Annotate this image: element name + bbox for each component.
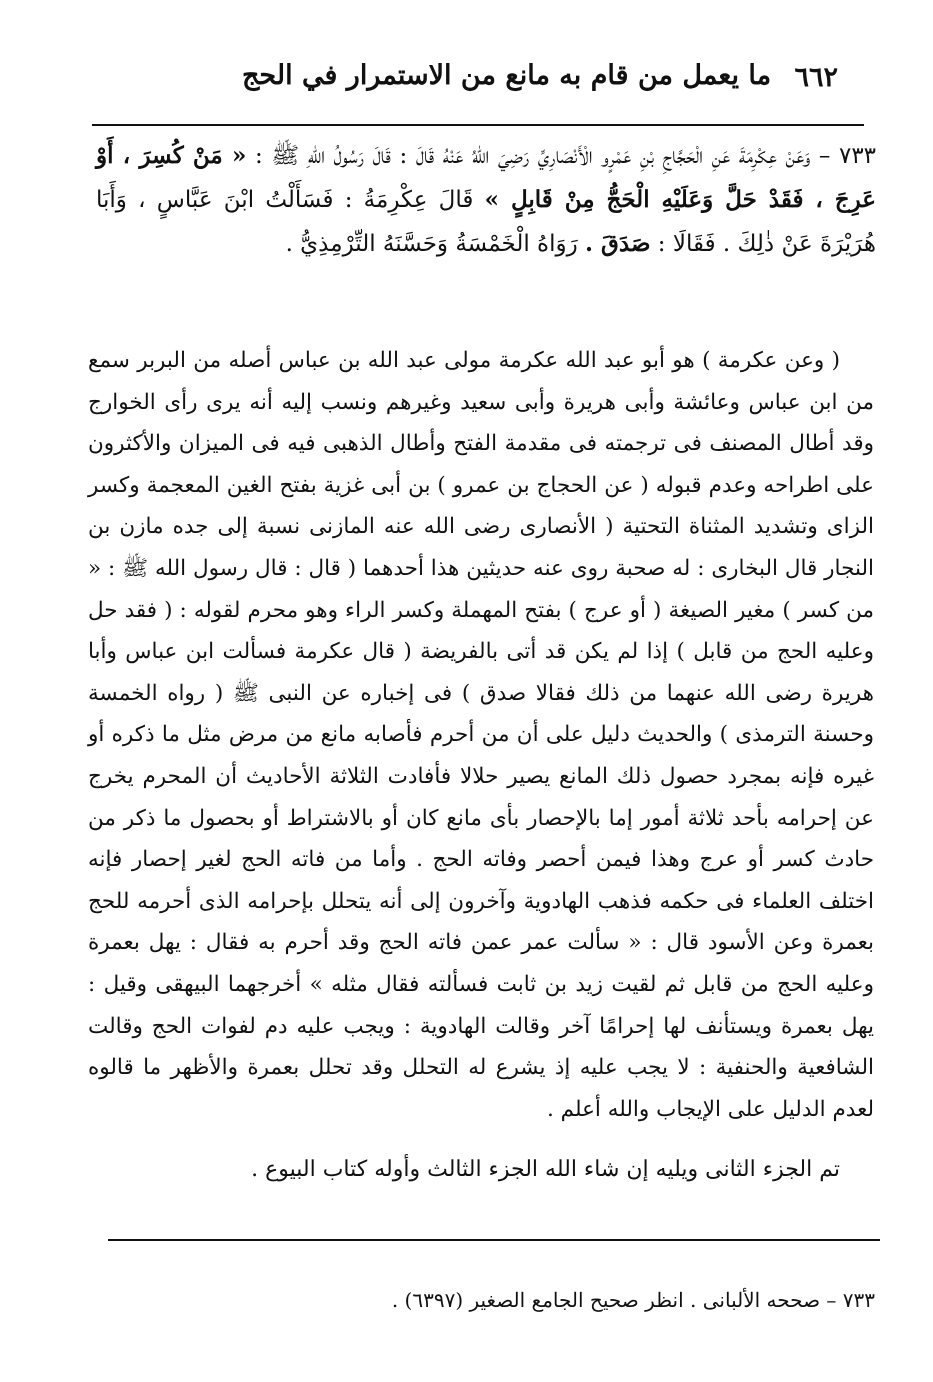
header-divider — [92, 124, 864, 126]
page-number: ٦٦٢ — [794, 62, 838, 93]
hadith-number: ٧٣٣ – — [818, 143, 877, 169]
commentary — [88, 340, 874, 1130]
hadith-source: رَوَاهُ الْخَمْسَةُ وَحَسَّنَهُ التِّرْمِذِيُّ . — [285, 231, 578, 257]
hadith-after-quote: قَالَ عِكْرِمَةُ : فَسَأَلْتُ ابْنَ عَبَّاسٍ ، وَأَبَا هُرَيْرَةَ عَنْ ذٰلِكَ . فَقَالَا : — [96, 187, 876, 257]
page-header — [110, 58, 838, 108]
hadith-quote: « مَنْ كُسِرَ ، أَوْ عَرِجَ ، فَقَدْ حَلَّ وَعَلَيْهِ الْحَجُّ مِنْ قَابِلٍ » — [96, 142, 876, 213]
volume-closing-note: تم الجزء الثانى ويليه إن شاء الله الجزء الثالث وأوله كتاب البيوع . — [251, 1157, 840, 1182]
footnote-divider — [108, 1239, 880, 1241]
running-title: ما يعمل من قام به مانع من الاستمرار في الحج — [242, 60, 772, 91]
commentary-paragraph: ( وعن عكرمة ) هو أبو عبد الله عكرمة مولى عبد الله بن عباس أصله من البربر سمع من ابن عباس وعائشة وأبى هريرة وأبى سعيد وغيرهم ونسب إليه أنه يرى رأى الخوارج وقد أطال المصنف فى ترجمته فى مقدمة الفتح وأطال الذهبى فيه فى الميزان والأكثرون على اطراحه وعدم قبوله ( عن الحجاج بن عمرو ) بن أبى غزية بفتح الغين المعجمة وكسر الزاى وتشديد المثناة التحتية ( الأنصارى رضى الله عنه المازنى نسبة إلى جده مازن بن النجار قال البخارى : له صحبة روى عنه حديثين هذا أحدهما ( قال : قال رسول الله ﷺ : « من كسر ) مغير الصيغة ( أو عرج ) بفتح المهملة وكسر الراء وهو محرم لقوله : ( فقد حل وعليه الحج من قابل ) إذا لم يكن قد أتى بالفريضة ( قال عكرمة فسألت ابن عباس وأبا هريرة رضى الله عنهما من ذلك فقالا صدق ) فى إخباره عن النبى ﷺ ( رواه الخمسة وحسنة الترمذى ) والحديث دليل على أن من أحرم فأصابه مانع من مرض مثل ما ذكره أو غيره فإنه بمجرد حصول ذلك المانع يصير حلالا فأفادت الثلاثة الأحاديث أن المحرم يخرج عن إحرامه بأحد ثلاثة أمور إما بالإحصار بأى مانع كان أو بالاشتراط أو بحصول ما ذكر من حادث كسر أو عرج وهذا فيمن أحصر وفاته الحج . وأما من فاته الحج لغير إحصار فإنه اختلف العلماء فى حكمه فذهب الهادوية وآخرون إلى أنه يتحلل بإحرامه الذى أحرمه للحج بعمرة وعن الأسود قال : « سألت عمر عمن فاته الحج وقد أحرم به فقال : يهل بعمرة وعليه الحج من قابل ثم لقيت زيد بن ثابت فسألته فقال مثله » أخرجهما البيهقى وقيل : يهل بعمرة ويستأنف لها إحرامًا آخر وقالت الهادوية : ويجب عليه دم لفوات الحج وقالت الشافعية والحنفية : لا يجب عليه إذ يشرع له التحلل وقد تحلل بعمرة والأظهر ما قالوه لعدم الدليل على الإيجاب والله أعلم . — [88, 348, 874, 1122]
hadith-text — [96, 134, 876, 266]
hadith-intro: وَعَنْ عِكْرِمَةَ عَنِ الْحَجَّاجِ بْنِ عَمْرٍو الْأَنْصَارِيِّ رَضِيَ اللهُ عَنْهُ قَالَ : قَالَ رَسُولُ اللهِ ﷺ : — [255, 143, 811, 169]
hadith-answer: صَدَقَ . — [585, 230, 651, 257]
footnote: ٧٣٣ – صححه الألبانى . انظر صحيح الجامع الصغير (٦٣٩٧) . — [391, 1288, 875, 1312]
